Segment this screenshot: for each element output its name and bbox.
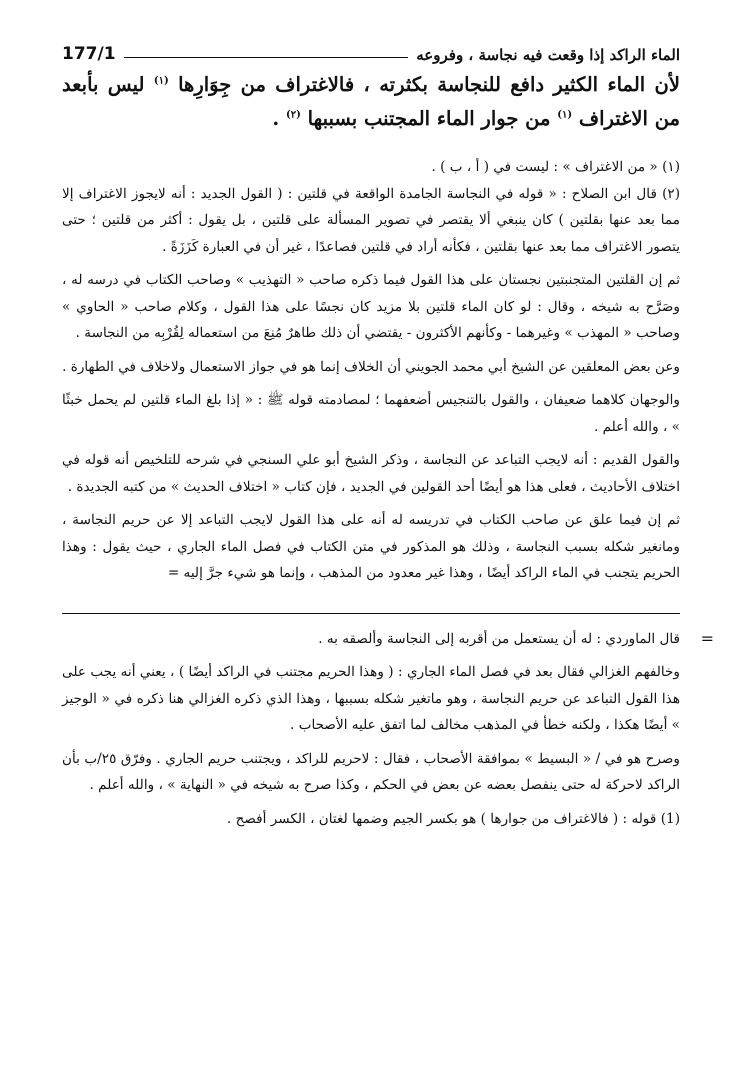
continued-note: قال الماوردي : له أن يستعمل من أقربه إلى النجاسة وألصقه به .: [318, 630, 680, 647]
footnote-ref-2: (٢): [286, 109, 301, 121]
footnote-ref-1: (١): [153, 75, 169, 87]
main-text-line-2-mid: من جوار الماء المجتنب بسببها: [307, 107, 551, 130]
main-text-line-1-end: ليس بأبعد من: [62, 73, 680, 130]
main-text-line-2: الاغتراف: [578, 107, 648, 130]
notes-separator: [62, 613, 680, 614]
main-text-line-2-end: .: [272, 107, 280, 130]
main-text-line-1: لأن الماء الكثير دافع للنجاسة بكثرته ، فالاغتراف من جِوَارِها: [178, 73, 680, 96]
footnote-2: (٢) قال ابن الصلاح : « قوله في النجاسة الجامدة الواقعة في قلتين : ( القول الجديد : أنه لايجوز الاغتراف إلا مما بعد عنها بقلتين ) كان ينبغي ألا يقتصر في تصوير المسألة على قلتين ، بل يقول : أكثر من قلتين ؛ حتى يتصور الاغتراف مما بعد عنها بقلتين ، فكأنه أراد في قلتين فصاعدًا ، غير أن في العبارة كَزَزَةً .: [62, 185, 680, 255]
header-line: [124, 57, 409, 58]
marginal-note: (1) قوله : ( فالاغتراف من جوارها ) هو بكسر الجيم وضمها لغتان ، الكسر أفصح .: [226, 810, 680, 827]
continuation-mark: =: [700, 628, 714, 648]
running-header: [62, 34, 680, 64]
main-text: [62, 68, 680, 136]
footnote-paragraph: ثم إن القلتين المتجنبتين نجستان على هذا القول فيما ذكره صاحب « التهذيب » وصاحب الكتاب في درسه له ، وصَرَّح به شيخه ، وقال : لو كان الماء قلتين بلا مزيد كان نجسًا على هذا القول ، وكلام صاحب « الحاوي » وصاحب « المهذب » وغيرهما - وكأنهم الأكثرون - يقتضي أن ذلك طاهرٌ مُنِعَ من استعماله لِقُرْبِه من النجاسة .: [62, 272, 680, 341]
footnote-1: (١) « من الاغتراف » : ليست في ( أ ، ب ) .: [431, 159, 680, 175]
page-number: 177/1: [62, 44, 116, 64]
footnote-paragraph: ثم إن فيما علق عن صاحب الكتاب في تدريسه له أنه على هذا القول لايجب التباعد إلا عن حريم النجاسة ، ومانغير شكله بسبب النجاسة ، وذلك هو المذكور في متن الكتاب في فصل الماء الجاري ، حيث يقول : وهذا الحريم يتجنب في الماء الراكد أيضًا ، وهذا غير معدود من المذهب ، وإنما هو شيء جرَّ إليه =: [62, 512, 680, 581]
footnotes: [62, 154, 680, 587]
footnote-ref-1b: (١): [557, 109, 573, 121]
continued-note: وخالفهم الغزالي فقال بعد في فصل الماء الجاري : ( وهذا الحريم مجتنب في الراكد أيضًا ) ، يعني أنه يجب على هذا القول التباعد عن حريم النجاسة ، وهو ماتغير شكله بسببها ، وهذا الذي ذكره الغزالي هنا ذكره في « الوجيز » أيضًا هكذا ، ولكنه خطأ في المذهب مخالف لما اتفق عليه الأصحاب .: [62, 664, 680, 733]
footnote-paragraph: والقول القديم : أنه لايجب التباعد عن النجاسة ، وذكر الشيخ أبو علي السنجي في شرحه للتلخيص أنه قوله في اختلاف الأحاديث ، فعلى هذا هو أيضًا أحد القولين في الجديد ، فإن كتاب « اختلاف الحديث » من كتبه الجديدة .: [62, 452, 680, 495]
continued-note: وصرح هو في / « البسيط » بموافقة الأصحاب ، فقال : لاحريم للراكد ، ويجتنب حريم الجاري . وفرّق ٢٥/ب بأن الراكد لاحركة له حتى ينفصل بعضه عن بعض في الحكم ، وكذا صرح به شيخه في « النهاية » ، والله أعلم .: [62, 750, 680, 793]
footnote-paragraph: والوجهان كلاهما ضعيفان ، والقول بالتنجيس أضعفهما ؛ لمصادمته قوله ﷺ : « إذا بلغ الماء قلتين لم يحمل خبثًا » ، والله أعلم .: [62, 392, 680, 435]
footnote-paragraph: وعن بعض المعلقين عن الشيخ أبي محمد الجويني أن الخلاف إنما هو في جواز الاستعمال ولاخلاف في الطهارة .: [62, 358, 680, 375]
header-title: الماء الراكد إذا وقعت فيه نجاسة ، وفروعه: [416, 46, 680, 64]
continued-notes: [62, 626, 714, 833]
